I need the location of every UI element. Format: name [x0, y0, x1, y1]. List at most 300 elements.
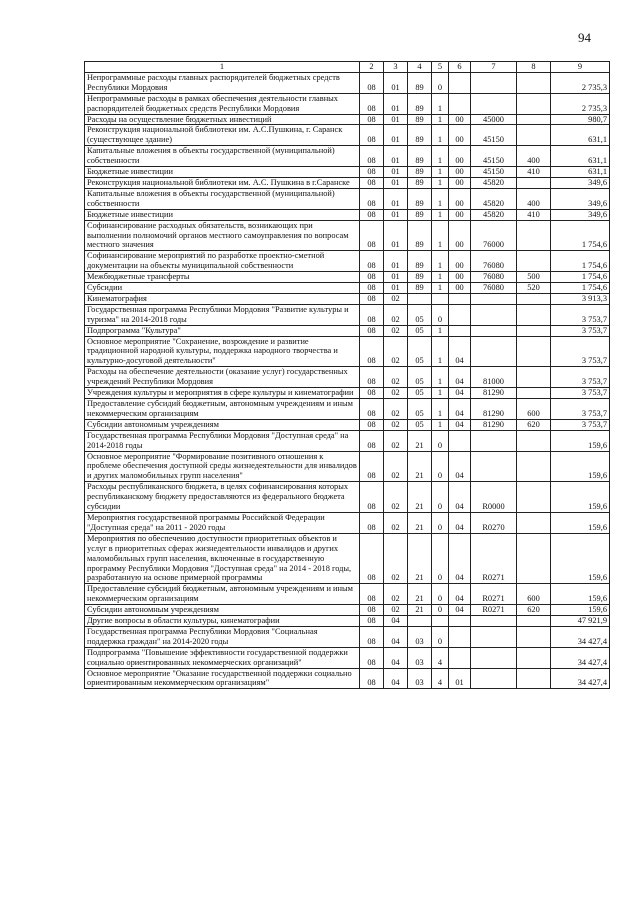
table-row [85, 114, 610, 125]
row-subsection: 01 [384, 209, 408, 220]
table-row [85, 93, 610, 114]
row-direction [471, 616, 517, 627]
row-event: 00 [449, 177, 471, 188]
row-subsection: 01 [384, 72, 408, 93]
row-subsection: 02 [384, 512, 408, 533]
row-subprogram: 1 [432, 188, 449, 209]
row-subsection: 01 [384, 251, 408, 272]
row-section: 08 [360, 419, 384, 430]
row-direction [471, 93, 517, 114]
row-subprogram: 1 [432, 125, 449, 146]
row-event: 00 [449, 125, 471, 146]
row-name: Расходы на обеспечение деятельности (оказание услуг) государственных учреждений Республики Мордовия [85, 367, 360, 388]
row-event [449, 304, 471, 325]
row-section: 08 [360, 482, 384, 513]
row-event: 04 [449, 482, 471, 513]
row-section: 08 [360, 146, 384, 167]
row-direction: 76080 [471, 283, 517, 294]
row-section: 08 [360, 293, 384, 304]
row-subsection: 02 [384, 388, 408, 399]
row-section: 08 [360, 616, 384, 627]
table-row [85, 293, 610, 304]
row-name: Учреждения культуры и мероприятия в сфере культуры и кинематографии [85, 388, 360, 399]
row-subsection: 01 [384, 114, 408, 125]
row-direction: 45820 [471, 188, 517, 209]
row-program: 21 [408, 584, 432, 605]
row-subprogram: 1 [432, 114, 449, 125]
row-program: 89 [408, 114, 432, 125]
table-row [85, 325, 610, 336]
row-section: 08 [360, 430, 384, 451]
row-subprogram: 1 [432, 272, 449, 283]
table-row [85, 616, 610, 627]
row-subsection: 04 [384, 647, 408, 668]
row-direction: 45150 [471, 125, 517, 146]
row-section: 08 [360, 336, 384, 367]
row-event: 04 [449, 512, 471, 533]
row-event [449, 72, 471, 93]
row-section: 08 [360, 325, 384, 336]
row-subsection: 04 [384, 616, 408, 627]
row-event: 04 [449, 533, 471, 584]
row-direction: 76080 [471, 272, 517, 283]
row-expense-type [517, 668, 551, 689]
row-expense-type [517, 293, 551, 304]
row-expense-type: 620 [517, 419, 551, 430]
row-amount: 3 913,3 [551, 293, 610, 304]
row-program: 21 [408, 451, 432, 482]
row-subprogram: 0 [432, 533, 449, 584]
row-direction [471, 626, 517, 647]
row-subprogram: 0 [432, 72, 449, 93]
row-section: 08 [360, 220, 384, 251]
row-program: 89 [408, 220, 432, 251]
row-subsection: 02 [384, 336, 408, 367]
row-amount: 1 754,6 [551, 283, 610, 294]
table-row [85, 430, 610, 451]
row-program: 05 [408, 419, 432, 430]
row-direction: R0271 [471, 605, 517, 616]
row-amount: 3 753,7 [551, 399, 610, 420]
row-expense-type [517, 336, 551, 367]
row-amount: 159,6 [551, 512, 610, 533]
row-direction [471, 293, 517, 304]
header-event-col: 6 [449, 62, 471, 73]
row-expense-type: 410 [517, 167, 551, 178]
row-program: 89 [408, 146, 432, 167]
row-subsection: 01 [384, 125, 408, 146]
row-expense-type [517, 220, 551, 251]
row-subsection: 02 [384, 584, 408, 605]
row-subprogram: 0 [432, 584, 449, 605]
row-expense-type [517, 251, 551, 272]
row-subsection: 01 [384, 272, 408, 283]
row-event: 00 [449, 251, 471, 272]
row-subprogram: 1 [432, 146, 449, 167]
row-subsection: 01 [384, 188, 408, 209]
row-direction: 45150 [471, 146, 517, 167]
table-row [85, 482, 610, 513]
table-row [85, 283, 610, 294]
table-row [85, 188, 610, 209]
row-amount: 349,6 [551, 209, 610, 220]
row-event: 04 [449, 584, 471, 605]
row-name: Субсидии автономным учреждениям [85, 605, 360, 616]
row-direction: R0270 [471, 512, 517, 533]
row-name: Мероприятия по обеспечению доступности приоритетных объектов и услуг в приоритетных сферах жизнедеятельности инвалидов и других маломобильных групп населения, включенные в государственную программу Республики Мордовия "Доступная среда" на 2014 - 2018 годы, разработанную на основе примерной программы [85, 533, 360, 584]
row-subprogram: 4 [432, 647, 449, 668]
row-program: 21 [408, 512, 432, 533]
row-expense-type: 400 [517, 188, 551, 209]
row-program: 89 [408, 72, 432, 93]
row-amount: 349,6 [551, 188, 610, 209]
table-row [85, 388, 610, 399]
header-direction-col: 7 [471, 62, 517, 73]
row-program: 05 [408, 367, 432, 388]
row-direction [471, 668, 517, 689]
row-subprogram: 0 [432, 626, 449, 647]
row-amount: 3 753,7 [551, 367, 610, 388]
row-expense-type [517, 125, 551, 146]
row-name: Основное мероприятие "Сохранение, возрождение и развитие традиционной народной культуры, поддержка народного творчества и культурно-досуговой деятельности" [85, 336, 360, 367]
table-row [85, 668, 610, 689]
row-event: 00 [449, 272, 471, 283]
row-amount: 631,1 [551, 167, 610, 178]
row-direction [471, 451, 517, 482]
header-amount-col: 9 [551, 62, 610, 73]
row-amount: 159,6 [551, 451, 610, 482]
table-row [85, 125, 610, 146]
row-subsection: 02 [384, 367, 408, 388]
row-expense-type: 500 [517, 272, 551, 283]
row-section: 08 [360, 304, 384, 325]
row-amount: 1 754,6 [551, 251, 610, 272]
table-row [85, 167, 610, 178]
row-direction [471, 325, 517, 336]
row-direction: 45820 [471, 209, 517, 220]
row-subsection: 02 [384, 430, 408, 451]
row-amount: 159,6 [551, 430, 610, 451]
row-direction: 76000 [471, 220, 517, 251]
row-expense-type: 400 [517, 146, 551, 167]
row-name: Бюджетные инвестиции [85, 209, 360, 220]
row-subprogram [432, 293, 449, 304]
row-section: 08 [360, 388, 384, 399]
row-section: 08 [360, 668, 384, 689]
row-expense-type [517, 482, 551, 513]
row-event: 04 [449, 399, 471, 420]
table-row [85, 72, 610, 93]
row-program [408, 293, 432, 304]
row-direction: R0271 [471, 584, 517, 605]
row-expense-type: 520 [517, 283, 551, 294]
row-subsection: 02 [384, 482, 408, 513]
row-name: Софинансирование мероприятий по разработке проектно-сметной документации на объекты муниципальной собственности [85, 251, 360, 272]
row-subsection: 02 [384, 304, 408, 325]
row-expense-type [517, 430, 551, 451]
row-program: 21 [408, 605, 432, 616]
row-expense-type [517, 451, 551, 482]
row-amount: 47 921,9 [551, 616, 610, 627]
row-section: 08 [360, 177, 384, 188]
row-section: 08 [360, 584, 384, 605]
row-name: Непрограммные расходы главных распорядителей бюджетных средств Республики Мордовия [85, 72, 360, 93]
row-program: 89 [408, 177, 432, 188]
row-section: 08 [360, 283, 384, 294]
row-subprogram: 1 [432, 336, 449, 367]
header-section-col: 2 [360, 62, 384, 73]
row-subprogram: 0 [432, 512, 449, 533]
row-section: 08 [360, 93, 384, 114]
row-subprogram: 4 [432, 668, 449, 689]
row-expense-type [517, 626, 551, 647]
row-direction [471, 430, 517, 451]
row-section: 08 [360, 533, 384, 584]
row-name: Другие вопросы в области культуры, кинематографии [85, 616, 360, 627]
row-name: Основное мероприятие "Формирование позитивного отношения к проблеме обеспечения доступной среды жизнедеятельности для инвалидов и других маломобильных групп населения" [85, 451, 360, 482]
row-subprogram: 1 [432, 283, 449, 294]
row-subsection: 01 [384, 177, 408, 188]
row-section: 08 [360, 605, 384, 616]
row-direction [471, 647, 517, 668]
row-amount: 34 427,4 [551, 647, 610, 668]
row-subsection: 02 [384, 419, 408, 430]
table-row [85, 367, 610, 388]
row-subsection: 01 [384, 167, 408, 178]
row-amount: 631,1 [551, 125, 610, 146]
row-section: 08 [360, 399, 384, 420]
row-event: 04 [449, 336, 471, 367]
row-subsection: 01 [384, 146, 408, 167]
row-amount: 1 754,6 [551, 220, 610, 251]
row-amount: 3 753,7 [551, 304, 610, 325]
row-expense-type [517, 616, 551, 627]
row-direction [471, 72, 517, 93]
row-program: 21 [408, 430, 432, 451]
row-name: Государственная программа Республики Мордовия "Социальная поддержка граждан" на 2014-2020 годы [85, 626, 360, 647]
row-subsection: 04 [384, 626, 408, 647]
table-row [85, 533, 610, 584]
row-section: 08 [360, 451, 384, 482]
row-program: 89 [408, 209, 432, 220]
table-row [85, 647, 610, 668]
row-program: 05 [408, 399, 432, 420]
row-amount: 3 753,7 [551, 419, 610, 430]
row-name: Капитальные вложения в объекты государственной (муниципальной) собственности [85, 188, 360, 209]
table-row [85, 584, 610, 605]
row-event [449, 647, 471, 668]
row-expense-type [517, 388, 551, 399]
row-program: 89 [408, 272, 432, 283]
row-event: 04 [449, 367, 471, 388]
table-row [85, 336, 610, 367]
header-expense-type-col: 8 [517, 62, 551, 73]
row-event: 04 [449, 419, 471, 430]
row-name: Подпрограмма "Повышение эффективности государственной поддержки социально ориентированных некоммерческих организаций" [85, 647, 360, 668]
table-body [85, 72, 610, 688]
row-subprogram: 1 [432, 93, 449, 114]
row-name: Подпрограмма "Культура" [85, 325, 360, 336]
row-amount: 1 754,6 [551, 272, 610, 283]
header-name-col: 1 [85, 62, 360, 73]
row-name: Предоставление субсидий бюджетным, автономным учреждениям и иным некоммерческим организациям [85, 399, 360, 420]
row-event: 00 [449, 167, 471, 178]
row-subsection: 01 [384, 283, 408, 294]
row-subsection: 01 [384, 220, 408, 251]
row-event [449, 325, 471, 336]
table-row [85, 272, 610, 283]
row-event: 00 [449, 188, 471, 209]
table-row [85, 209, 610, 220]
row-expense-type [517, 533, 551, 584]
row-name: Государственная программа Республики Мордовия "Развитие культуры и туризма" на 2014-2018 годы [85, 304, 360, 325]
row-program: 05 [408, 304, 432, 325]
row-section: 08 [360, 647, 384, 668]
row-amount: 3 753,7 [551, 325, 610, 336]
table-row [85, 626, 610, 647]
row-program: 89 [408, 251, 432, 272]
row-program: 21 [408, 482, 432, 513]
row-event: 01 [449, 668, 471, 689]
table-row [85, 451, 610, 482]
row-section: 08 [360, 626, 384, 647]
row-amount: 980,7 [551, 114, 610, 125]
row-direction: 76080 [471, 251, 517, 272]
row-subprogram: 1 [432, 220, 449, 251]
row-name: Капитальные вложения в объекты государственной (муниципальной) собственности [85, 146, 360, 167]
row-subsection: 02 [384, 533, 408, 584]
row-name: Межбюджетные трансферты [85, 272, 360, 283]
row-program: 89 [408, 167, 432, 178]
row-expense-type [517, 325, 551, 336]
row-section: 08 [360, 367, 384, 388]
row-subprogram: 0 [432, 304, 449, 325]
row-name: Предоставление субсидий бюджетным, автономным учреждениям и иным некоммерческим организациям [85, 584, 360, 605]
row-event [449, 430, 471, 451]
row-subprogram: 0 [432, 605, 449, 616]
row-section: 08 [360, 512, 384, 533]
row-program: 05 [408, 325, 432, 336]
row-section: 08 [360, 188, 384, 209]
row-direction [471, 304, 517, 325]
row-event: 00 [449, 283, 471, 294]
row-subprogram: 0 [432, 451, 449, 482]
row-expense-type [517, 304, 551, 325]
row-subprogram: 1 [432, 209, 449, 220]
row-name: Реконструкция национальной библиотеки им. А.С. Пушкина в г.Саранске [85, 177, 360, 188]
row-subsection: 02 [384, 293, 408, 304]
row-amount: 34 427,4 [551, 626, 610, 647]
row-direction: R0000 [471, 482, 517, 513]
row-expense-type [517, 512, 551, 533]
row-program: 89 [408, 283, 432, 294]
row-subprogram: 1 [432, 367, 449, 388]
row-amount: 159,6 [551, 533, 610, 584]
row-section: 08 [360, 72, 384, 93]
row-expense-type [517, 114, 551, 125]
row-program: 03 [408, 668, 432, 689]
row-amount: 3 753,7 [551, 388, 610, 399]
row-expense-type [517, 177, 551, 188]
row-program [408, 616, 432, 627]
row-subprogram: 1 [432, 251, 449, 272]
row-program: 89 [408, 93, 432, 114]
row-amount: 159,6 [551, 605, 610, 616]
row-event [449, 626, 471, 647]
row-subprogram: 1 [432, 177, 449, 188]
row-subsection: 02 [384, 605, 408, 616]
row-amount: 3 753,7 [551, 336, 610, 367]
row-subprogram: 0 [432, 482, 449, 513]
row-name: Бюджетные инвестиции [85, 167, 360, 178]
row-amount: 631,1 [551, 146, 610, 167]
row-program: 89 [408, 188, 432, 209]
row-expense-type: 600 [517, 399, 551, 420]
row-direction: 81290 [471, 399, 517, 420]
row-subsection: 02 [384, 325, 408, 336]
table-row [85, 304, 610, 325]
row-subprogram: 1 [432, 419, 449, 430]
row-direction: 45000 [471, 114, 517, 125]
row-subsection: 02 [384, 451, 408, 482]
row-expense-type: 620 [517, 605, 551, 616]
row-program: 05 [408, 388, 432, 399]
table-row [85, 512, 610, 533]
row-subprogram: 1 [432, 399, 449, 420]
row-program: 03 [408, 647, 432, 668]
row-amount: 34 427,4 [551, 668, 610, 689]
row-name: Субсидии автономным учреждениям [85, 419, 360, 430]
row-expense-type [517, 647, 551, 668]
table-row [85, 146, 610, 167]
row-event: 04 [449, 388, 471, 399]
row-name: Мероприятия государственной программы Российской Федерации "Доступная среда" на 2011 - 2020 годы [85, 512, 360, 533]
row-subprogram [432, 616, 449, 627]
row-subsection: 04 [384, 668, 408, 689]
table-row [85, 605, 610, 616]
table-row [85, 399, 610, 420]
row-program: 03 [408, 626, 432, 647]
row-event: 04 [449, 605, 471, 616]
row-direction: 45150 [471, 167, 517, 178]
row-amount: 2 735,3 [551, 72, 610, 93]
row-event [449, 616, 471, 627]
row-subprogram: 0 [432, 430, 449, 451]
row-program: 89 [408, 125, 432, 146]
header-row [85, 62, 610, 73]
row-direction: 81000 [471, 367, 517, 388]
table-row [85, 419, 610, 430]
row-section: 08 [360, 125, 384, 146]
page-number: 94 [578, 30, 591, 45]
row-event: 04 [449, 451, 471, 482]
row-name: Кинематография [85, 293, 360, 304]
header-program-col: 4 [408, 62, 432, 73]
row-program: 21 [408, 533, 432, 584]
row-event [449, 93, 471, 114]
row-name: Государственная программа Республики Мордовия "Доступная среда" на 2014-2018 годы [85, 430, 360, 451]
row-event: 00 [449, 220, 471, 251]
row-event: 00 [449, 209, 471, 220]
header-subsection-col: 3 [384, 62, 408, 73]
row-expense-type [517, 93, 551, 114]
row-name: Расходы на осуществление бюджетных инвестиций [85, 114, 360, 125]
row-subprogram: 1 [432, 388, 449, 399]
table-row [85, 220, 610, 251]
row-event: 00 [449, 146, 471, 167]
row-name: Субсидии [85, 283, 360, 294]
header-subprogram-col: 5 [432, 62, 449, 73]
